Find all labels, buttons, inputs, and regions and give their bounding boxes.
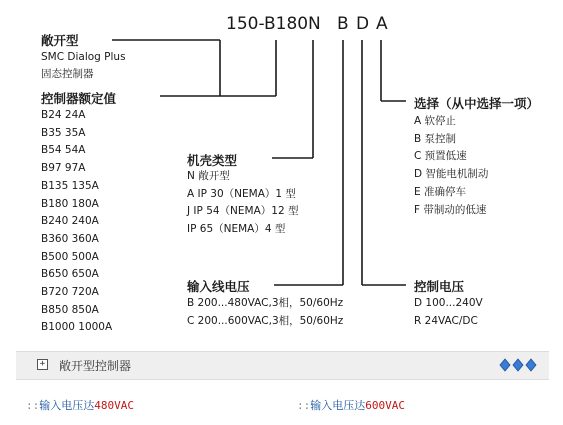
enclosure-item: N 敞开型 <box>187 170 230 182</box>
code-b: B <box>337 14 349 34</box>
rating-item: B180 180A <box>41 197 99 210</box>
enclosure-item: IP 65（NEMA）4 型 <box>187 223 286 236</box>
link-text-b[interactable]: 600VAC <box>365 399 405 412</box>
option-item: D 智能电机制动 <box>414 168 489 181</box>
rating-item: B650 650A <box>41 268 99 281</box>
link-480vac[interactable] <box>26 397 134 413</box>
rating-item: B360 360A <box>41 232 99 245</box>
option-item: F 带制动的低速 <box>414 203 487 216</box>
option-item: B 泵控制 <box>414 132 457 145</box>
solid-state-controller-text: 固态控制器 <box>41 68 94 80</box>
link-text-b[interactable]: 480VAC <box>94 399 134 412</box>
rating-item: B135 135A <box>41 179 99 192</box>
rating-item: B35 35A <box>41 126 86 139</box>
options-title: 选择（从中选择一项） <box>414 96 540 111</box>
code-a: A <box>376 14 388 34</box>
open-type-title: 敞开型 <box>41 33 79 48</box>
link-prefix: :: <box>26 399 40 412</box>
code-n: N <box>308 14 321 34</box>
expand-plus-icon[interactable]: + <box>37 359 48 370</box>
option-item: E 准确停车 <box>414 185 466 198</box>
control-voltage-list <box>414 295 483 330</box>
rating-item: B24 24A <box>41 109 86 121</box>
rating-item: B240 240A <box>41 215 99 228</box>
line-voltage-title: 输入线电压 <box>187 279 250 294</box>
smc-dialog-plus-text: SMC Dialog Plus <box>41 51 126 63</box>
option-item: A 软停止 <box>414 115 457 127</box>
ratings-list <box>41 107 112 337</box>
section-title: 敞开型控制器 <box>59 359 132 373</box>
link-prefix: :: <box>297 399 311 412</box>
enclosure-list <box>187 168 299 239</box>
control-voltage-item: D 100...240V <box>414 297 483 309</box>
ratings-title: 控制器额定值 <box>41 91 117 106</box>
code-d: D <box>356 14 370 34</box>
rating-item: B1000 1000A <box>41 321 113 334</box>
option-item: C 预置低速 <box>414 150 467 163</box>
line-voltage-item: C 200...600VAC,3相，50/60Hz <box>187 314 344 327</box>
line-voltage-list <box>187 295 343 330</box>
control-voltage-item: R 24VAC/DC <box>414 314 478 327</box>
rating-item: B54 54A <box>41 144 86 157</box>
enclosure-title: 机壳类型 <box>187 153 238 168</box>
rating-item: B500 500A <box>41 250 99 263</box>
enclosure-item: A IP 30（NEMA）1 型 <box>187 187 296 200</box>
options-list <box>414 113 488 219</box>
link-text-a[interactable]: 输入电压达 <box>310 399 366 412</box>
enclosure-item: J IP 54（NEMA）12 型 <box>187 205 299 218</box>
diamonds-icon <box>499 358 539 372</box>
code-base: 150-B180 <box>226 14 309 34</box>
control-voltage-title: 控制电压 <box>414 279 465 294</box>
rating-item: B720 720A <box>41 286 99 299</box>
link-text-a[interactable]: 输入电压达 <box>39 399 95 412</box>
rating-item: B850 850A <box>41 303 99 316</box>
line-voltage-item: B 200...480VAC,3相，50/60Hz <box>187 297 344 309</box>
rating-item: B97 97A <box>41 162 86 175</box>
link-600vac[interactable] <box>297 397 405 413</box>
section-bar[interactable] <box>16 351 549 380</box>
